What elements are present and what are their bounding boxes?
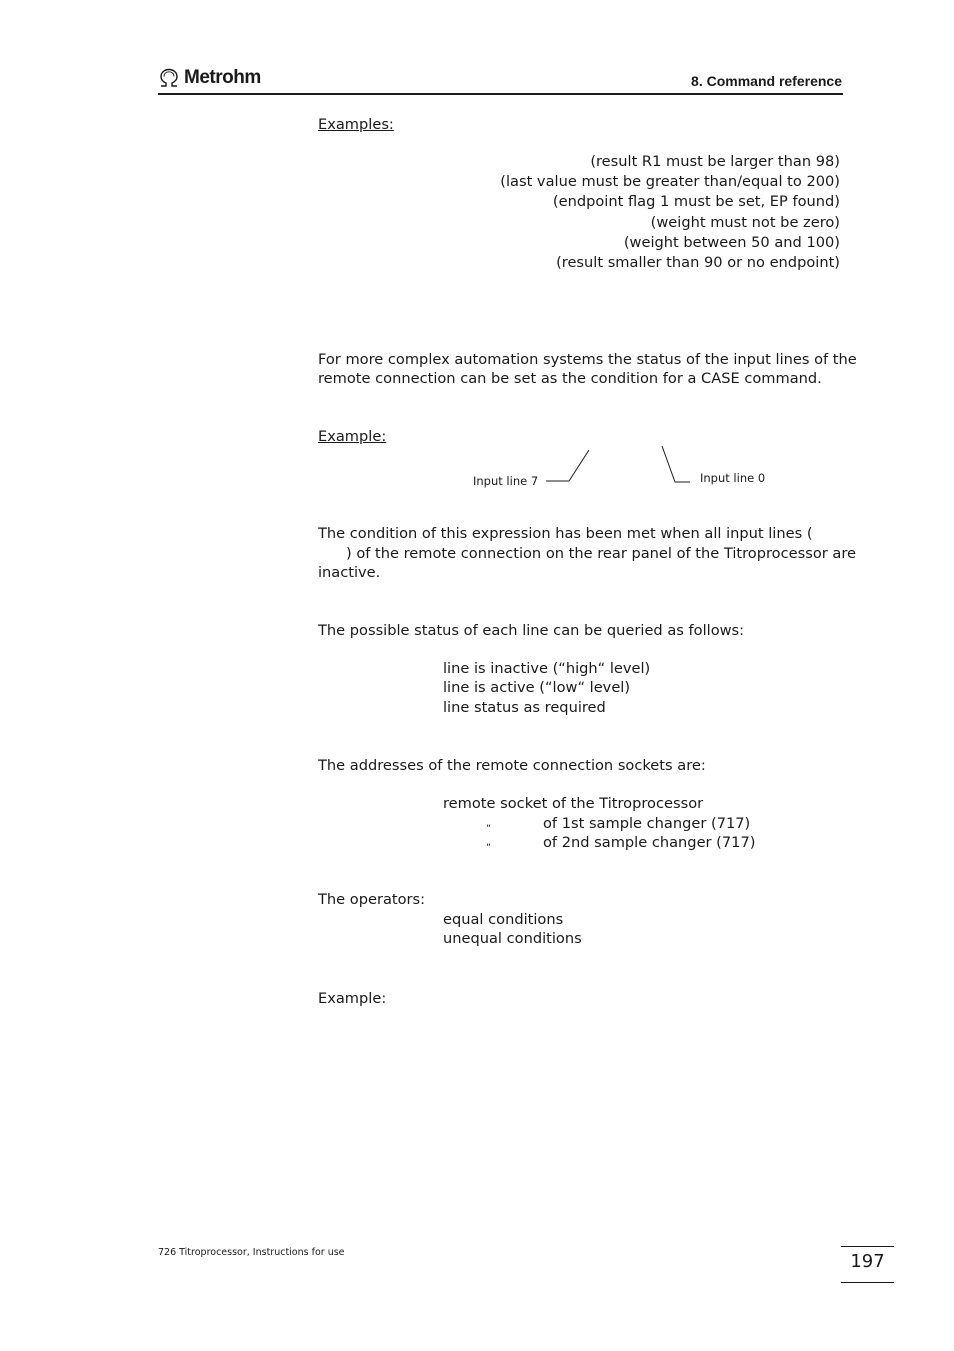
input-line-0-label: Input line 0 [700, 471, 766, 485]
example-explanation-5: (weight between 50 and 100) [623, 234, 840, 251]
address-item-sample-changer-2: of 2nd sample changer (717) [543, 834, 756, 851]
input-line-7-pointer [546, 450, 589, 481]
condition-line-2: ) of the remote connection on the rear panel of the Titroprocessor are [346, 545, 856, 562]
omega-icon [158, 68, 180, 88]
address-item-titroprocessor: remote socket of the Titroprocessor [443, 795, 704, 812]
ditto-mark-2: „ [486, 837, 491, 848]
condition-line-1: The condition of this expression has been met when all input lines ( [318, 525, 813, 542]
metrohm-logo [158, 67, 261, 89]
condition-line-3: inactive. [318, 564, 381, 581]
status-item-inactive: line is inactive (“high“ level) [443, 660, 651, 677]
input-line-0-pointer [662, 446, 690, 482]
remote-intro-line-1: For more complex automation systems the status of the input lines of the [318, 351, 857, 368]
header-rule [158, 93, 843, 95]
logo-text: Metrohm [184, 67, 261, 88]
page-number-box [841, 1246, 894, 1283]
example-explanation-3: (endpoint flag 1 must be set, EP found) [552, 193, 840, 210]
example-explanation-1: (result R1 must be larger than 98) [590, 153, 840, 170]
operator-unequal: unequal conditions [443, 930, 582, 947]
footer-text: 726 Titroprocessor, Instructions for use [158, 1247, 345, 1258]
operator-equal: equal conditions [443, 911, 564, 928]
ditto-mark-1: „ [486, 818, 491, 829]
chapter-title: 8. Command reference [691, 73, 842, 89]
example-explanation-2: (last value must be greater than/equal to 200) [500, 173, 840, 190]
status-item-active: line is active (“low“ level) [443, 679, 631, 696]
status-item-any: line status as required [443, 699, 606, 716]
example-heading: Example: [318, 428, 387, 445]
address-item-sample-changer-1: of 1st sample changer (717) [543, 815, 751, 832]
status-intro: The possible status of each line can be queried as follows: [318, 622, 745, 639]
examples-heading: Examples: [318, 116, 394, 133]
example-explanation-4: (weight must not be zero) [650, 214, 840, 231]
input-line-pointers [540, 444, 700, 486]
page-number: 197 [850, 1251, 885, 1272]
operators-label: The operators: [318, 891, 426, 908]
input-line-7-label: Input line 7 [473, 474, 539, 488]
example-explanation-6: (result smaller than 90 or no endpoint) [556, 254, 840, 271]
remote-intro-line-2: remote connection can be set as the condition for a CASE command. [318, 370, 822, 387]
addresses-intro: The addresses of the remote connection sockets are: [318, 757, 706, 774]
example-2-label: Example: [318, 990, 387, 1007]
